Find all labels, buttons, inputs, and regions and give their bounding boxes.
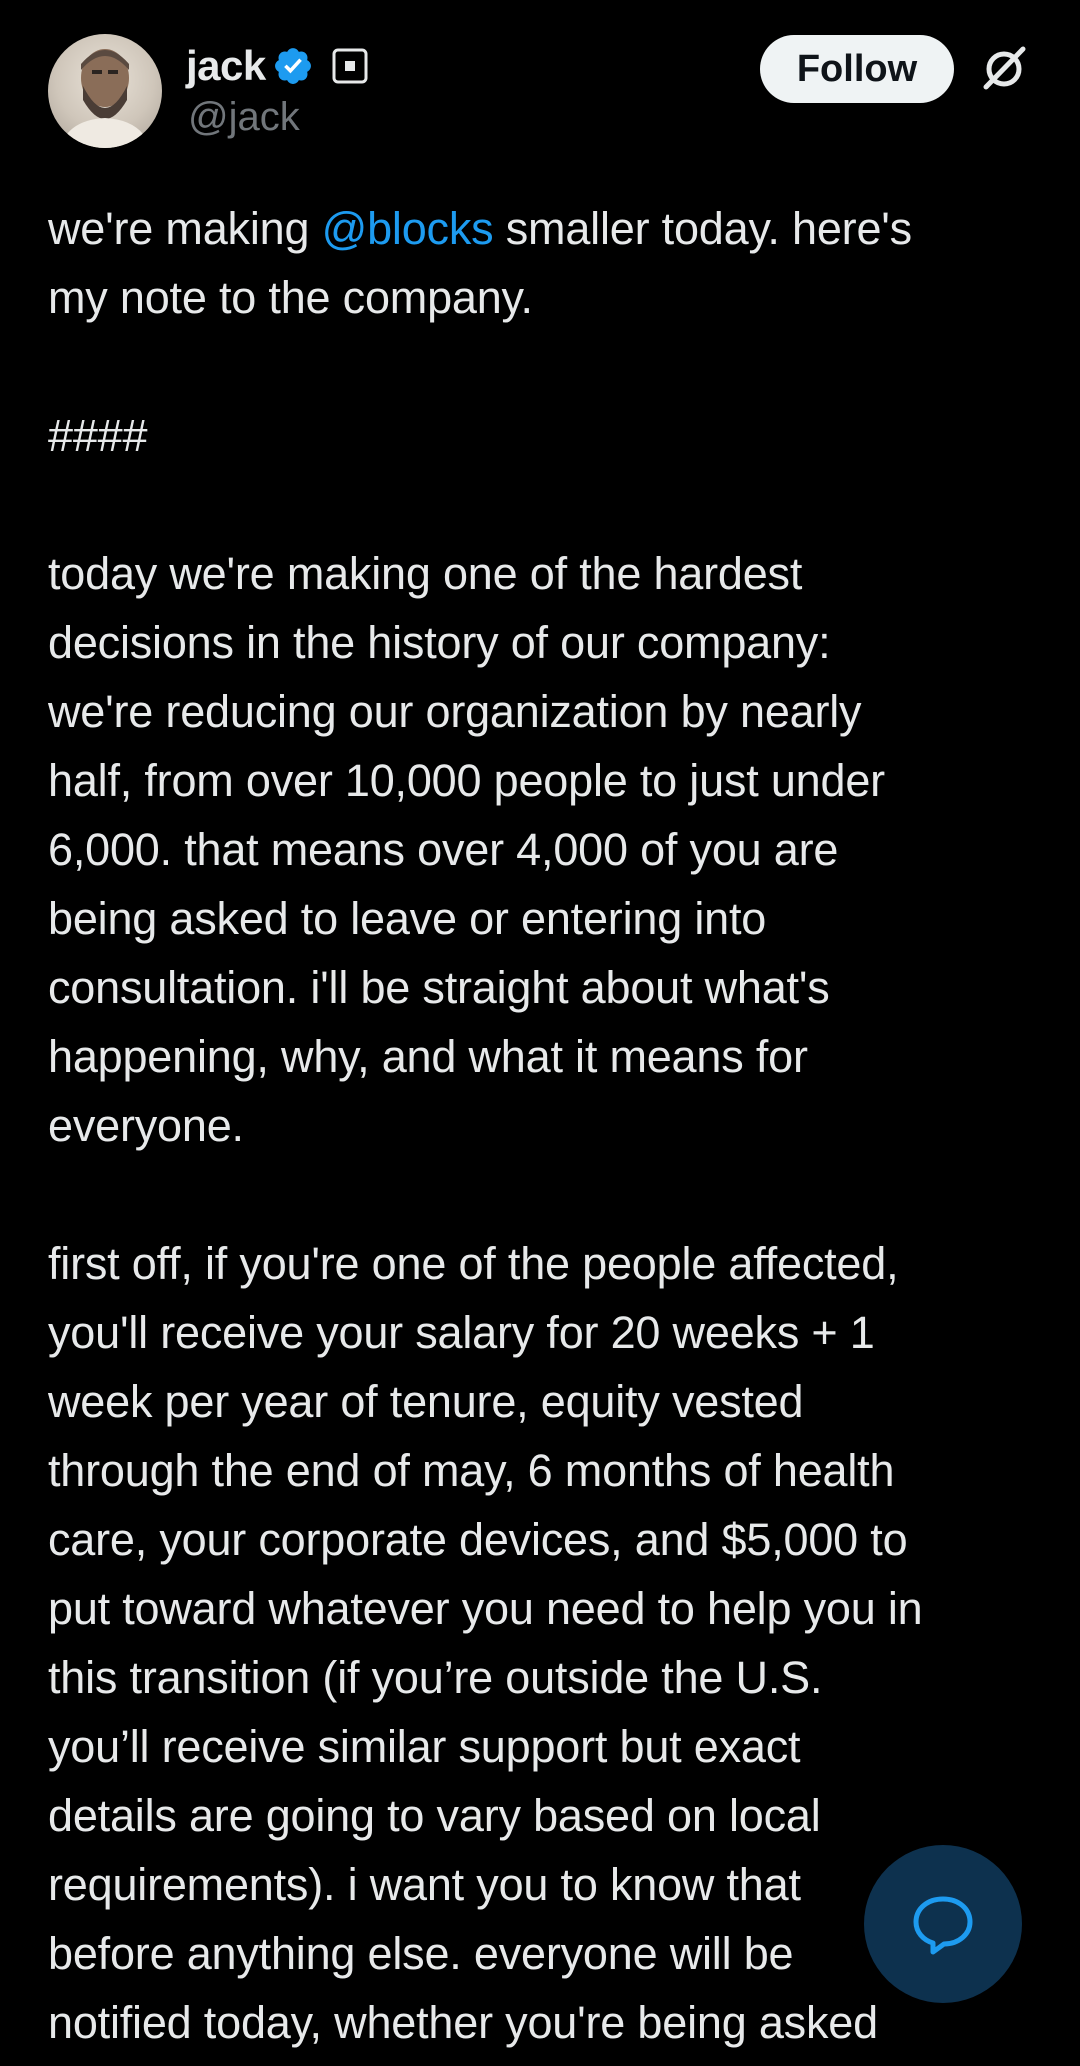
grok-icon[interactable] — [978, 42, 1030, 94]
tweet-body — [48, 194, 1038, 2057]
author-display-name[interactable]: jack — [186, 42, 266, 89]
mention-link-blocks[interactable]: @blocks — [321, 203, 494, 254]
verified-badge-icon[interactable] — [272, 45, 314, 87]
tweet-line: decisions in the history of our company: — [48, 617, 831, 668]
tweet-line — [48, 194, 1038, 263]
tweet-line: put toward whatever you need to help you in — [48, 1583, 923, 1634]
follow-button[interactable]: Follow — [760, 35, 954, 103]
tweet-line: details are going to vary based on local — [48, 1790, 821, 1841]
tweet-line: notified today, whether you're being asked — [48, 1997, 878, 2048]
tweet-line — [48, 470, 1038, 539]
tweet-line — [48, 1160, 1038, 1229]
avatar-portrait — [48, 34, 162, 148]
tweet-text-segment: we're making — [48, 203, 322, 254]
tweet-line: first off, if you're one of the people affected, — [48, 1238, 899, 1289]
tweet-line — [48, 332, 1038, 401]
tweet-line: #### — [48, 410, 148, 461]
tweet-line: happening, why, and what it means for — [48, 1031, 808, 1082]
tweet-text-segment: smaller today. here's — [493, 203, 912, 254]
tweet-line: care, your corporate devices, and $5,000 to — [48, 1514, 908, 1565]
tweet-line: 6,000. that means over 4,000 of you are — [48, 824, 839, 875]
tweet-header — [0, 0, 1080, 170]
tweet-line: my note to the company. — [48, 272, 533, 323]
reply-button[interactable] — [864, 1845, 1022, 2003]
tweet-line: consultation. i'll be straight about what's — [48, 962, 830, 1013]
reply-bubble-icon — [908, 1889, 978, 1959]
tweet-line: week per year of tenure, equity vested — [48, 1376, 804, 1427]
tweet-line: this transition (if you’re outside the U.S. — [48, 1652, 823, 1703]
tweet-line: you'll receive your salary for 20 weeks + 1 — [48, 1307, 875, 1358]
tweet-line: we're reducing our organization by nearly — [48, 686, 862, 737]
tweet-line: today we're making one of the hardest — [48, 548, 803, 599]
tweet-line: before anything else. everyone will be — [48, 1928, 794, 1979]
tweet-line: half, from over 10,000 people to just under — [48, 755, 885, 806]
author-name-row — [186, 38, 370, 94]
tweet-line: through the end of may, 6 months of health — [48, 1445, 895, 1496]
author-handle[interactable]: @jack — [188, 95, 300, 139]
tweet-line: you’ll receive similar support but exact — [48, 1721, 801, 1772]
tweet-line: requirements). i want you to know that — [48, 1859, 801, 1910]
tweet-line: everyone. — [48, 1100, 244, 1151]
tweet-line: being asked to leave or entering into — [48, 893, 767, 944]
affiliate-badge-icon[interactable] — [330, 46, 370, 86]
avatar[interactable] — [48, 34, 162, 148]
